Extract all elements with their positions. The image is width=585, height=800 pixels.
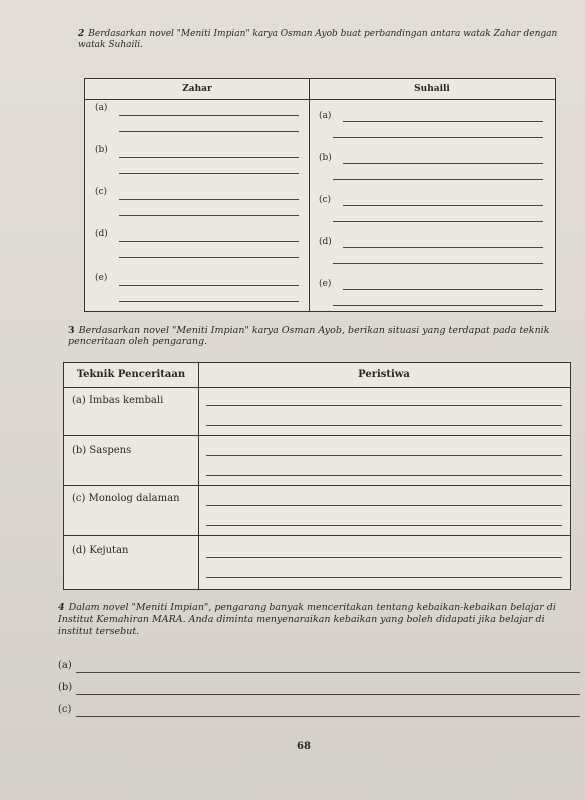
answer-line <box>76 694 580 695</box>
answer-line <box>333 221 543 222</box>
answer-line <box>206 405 562 406</box>
answer-line <box>76 716 580 717</box>
answer-line <box>333 137 543 138</box>
answer-label-a: (a) <box>58 660 72 671</box>
answer-line <box>343 205 543 206</box>
header-peristiwa: Peristiwa <box>358 369 410 380</box>
answer-line <box>343 289 543 290</box>
question-2-number: 2 <box>78 29 85 39</box>
column-divider <box>198 363 199 589</box>
technique-c: (c) Monolog dalaman <box>72 493 180 504</box>
question-3 <box>68 325 568 347</box>
question-4-text: Dalam novel "Meniti Impian", pengarang banyak menceritakan tentang kebaikan-kebaikan belajar di Institut Kemahiran MARA. Anda diminta menyenaraikan kebaikan yang boleh didapati jika belajar di institut tersebut. <box>58 602 556 637</box>
answer-line <box>76 672 580 673</box>
header-divider <box>85 99 555 100</box>
answer-line <box>119 285 299 286</box>
answer-line <box>119 301 299 302</box>
comparison-table <box>84 78 556 312</box>
suhaili-row-a-label: (a) <box>319 111 332 121</box>
suhaili-row-d-label: (d) <box>319 237 332 247</box>
question-2 <box>78 29 558 51</box>
technique-a: (a) Imbas kembali <box>72 395 164 406</box>
header-zahar: Zahar <box>182 84 212 94</box>
answer-line <box>343 247 543 248</box>
answer-line <box>206 557 562 558</box>
answer-line <box>119 157 299 158</box>
question-3-number: 3 <box>68 325 75 336</box>
answer-line <box>119 199 299 200</box>
zahar-row-c-label: (c) <box>95 187 108 197</box>
question-4-number: 4 <box>58 602 65 613</box>
answer-line <box>119 173 299 174</box>
header-suhaili: Suhaili <box>414 84 450 94</box>
suhaili-row-e-label: (e) <box>319 279 332 289</box>
answer-label-c: (c) <box>58 704 72 715</box>
technique-b: (b) Saspens <box>72 445 132 456</box>
narrative-technique-table <box>63 362 571 590</box>
answer-line <box>119 241 299 242</box>
answer-line <box>343 163 543 164</box>
answer-line <box>333 305 543 306</box>
suhaili-row-c-label: (c) <box>319 195 332 205</box>
row-divider <box>64 535 570 536</box>
zahar-row-e-label: (e) <box>95 273 108 283</box>
technique-d: (d) Kejutan <box>72 545 129 556</box>
answer-label-b: (b) <box>58 682 73 693</box>
row-divider <box>64 485 570 486</box>
answer-line <box>119 257 299 258</box>
zahar-row-a-label: (a) <box>95 103 108 113</box>
suhaili-row-b-label: (b) <box>319 153 332 163</box>
answer-line <box>343 121 543 122</box>
answer-line <box>119 115 299 116</box>
page-number: 68 <box>297 741 311 752</box>
answer-line <box>119 215 299 216</box>
answer-line <box>206 525 562 526</box>
question-2-text: Berdasarkan novel "Meniti Impian" karya Osman Ayob buat perbandingan antara watak Zahar dengan watak Suhaili. <box>78 29 558 50</box>
answer-line <box>206 475 562 476</box>
answer-line <box>333 263 543 264</box>
question-4 <box>58 602 580 638</box>
answer-line <box>206 577 562 578</box>
header-teknik: Teknik Penceritaan <box>76 369 186 380</box>
row-divider <box>64 435 570 436</box>
header-divider <box>64 387 570 388</box>
answer-line <box>333 179 543 180</box>
zahar-row-b-label: (b) <box>95 145 108 155</box>
zahar-row-d-label: (d) <box>95 229 108 239</box>
answer-line <box>206 505 562 506</box>
question-3-text: Berdasarkan novel "Meniti Impian" karya Osman Ayob, berikan situasi yang terdapat pada teknik penceritaan oleh pengarang. <box>68 325 550 347</box>
answer-line <box>119 131 299 132</box>
column-divider <box>309 79 310 311</box>
answer-line <box>206 455 562 456</box>
answer-line <box>206 425 562 426</box>
